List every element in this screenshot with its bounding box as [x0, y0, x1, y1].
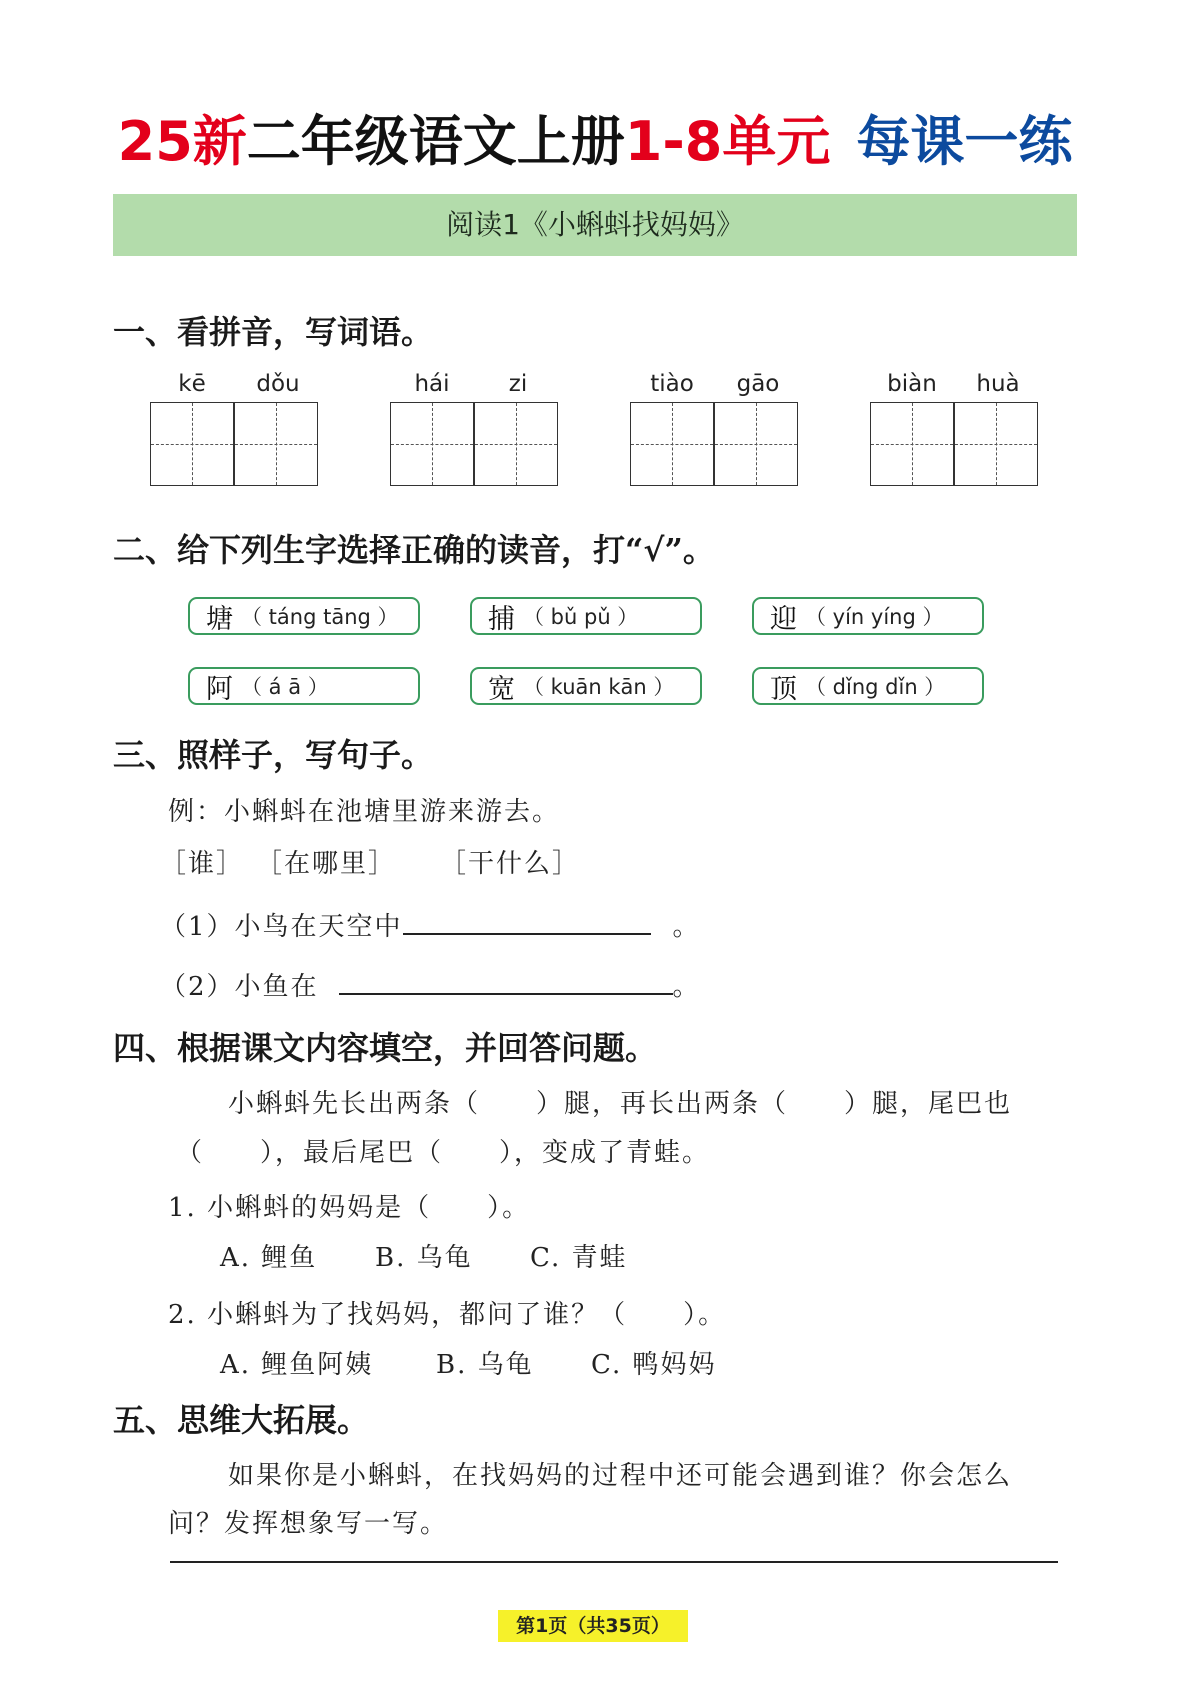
- section5-heading: 五、思维大拓展。: [113, 1401, 370, 1439]
- lesson-banner: 阅读1《小蝌蚪找妈妈》: [113, 194, 1077, 256]
- writing-grid-box[interactable]: [474, 402, 558, 486]
- pinyin-label: zi: [508, 371, 528, 397]
- writing-grid-box[interactable]: [954, 402, 1038, 486]
- pinyin-label: hái: [414, 371, 450, 397]
- page-title: [0, 108, 1190, 176]
- title-part-4: 每课一练: [856, 110, 1073, 173]
- question-text: （2）小鱼在: [160, 972, 319, 1002]
- section4-heading: 四、根据课文内容填空，并回答问题。: [113, 1029, 658, 1067]
- page-number: 第1页（共35页）: [498, 1610, 688, 1642]
- answer-line[interactable]: [170, 1561, 1058, 1563]
- pinyin-label: dǒu: [256, 371, 300, 397]
- writing-grid-box[interactable]: [390, 402, 474, 486]
- writing-grid-box[interactable]: [630, 402, 714, 486]
- tag-doing-what: ［干什么］: [440, 849, 581, 879]
- fill-in-paragraph-line-2: （ ），最后尾巴（ ），变成了青蛙。: [176, 1138, 711, 1168]
- title-part-1: 25新: [117, 110, 247, 173]
- answer-blank[interactable]: [339, 965, 673, 995]
- writing-grid-box[interactable]: [714, 402, 798, 486]
- choice-options: （ dǐng dǐn ）: [805, 675, 946, 699]
- pronunciation-choice[interactable]: [188, 597, 420, 635]
- section3-heading: 三、照样子，写句子。: [113, 736, 434, 774]
- option-a[interactable]: A. 鲤鱼阿姨: [220, 1350, 374, 1380]
- question-1-options: [220, 1240, 628, 1276]
- sentence-question-1: [160, 905, 701, 945]
- pronunciation-choice[interactable]: [470, 597, 702, 635]
- pinyin-label: tiào: [650, 371, 694, 397]
- choice-character: 塘: [206, 603, 233, 635]
- question-period: 。: [672, 972, 701, 1002]
- question-1: 1. 小蝌蚪的妈妈是（ ）。: [168, 1193, 531, 1223]
- question-2: 2. 小蝌蚪为了找妈妈，都问了谁？（ ）。: [168, 1300, 727, 1330]
- writing-grid-box[interactable]: [870, 402, 954, 486]
- pinyin-label: biàn: [887, 371, 937, 397]
- pronunciation-choice[interactable]: [188, 667, 420, 705]
- choice-character: 捕: [488, 603, 515, 635]
- option-b[interactable]: B. 乌龟: [375, 1243, 473, 1273]
- title-part-3: 1-8单元: [624, 110, 831, 173]
- prompt-line-2: 问？发挥想象写一写。: [168, 1509, 449, 1539]
- option-c[interactable]: C. 鸭妈妈: [591, 1350, 717, 1380]
- prompt-line-1: 如果你是小蝌蚪，在找妈妈的过程中还可能会遇到谁？你会怎么: [228, 1461, 1013, 1491]
- sentence-question-2: [160, 965, 701, 1005]
- writing-grid-box[interactable]: [234, 402, 318, 486]
- pinyin-label: gāo: [736, 371, 780, 397]
- title-part-2: 二年级语文上册: [246, 110, 625, 173]
- choice-options: （ kuān kān ）: [523, 675, 675, 699]
- question-text: （1）小鸟在天空中: [160, 912, 403, 942]
- fill-in-paragraph-line-1: 小蝌蚪先长出两条（ ）腿，再长出两条（ ）腿，尾巴也: [228, 1089, 1013, 1119]
- pinyin-label: kē: [178, 371, 206, 397]
- section2-heading: 二、给下列生字选择正确的读音，打“√”。: [113, 531, 715, 569]
- choice-options: （ yín yíng ）: [805, 605, 944, 629]
- pinyin-label: huà: [976, 371, 1020, 397]
- pronunciation-choice[interactable]: [470, 667, 702, 705]
- pronunciation-choice[interactable]: [752, 667, 984, 705]
- question-2-options: [220, 1347, 717, 1383]
- choice-character: 顶: [770, 673, 797, 705]
- answer-blank[interactable]: [403, 905, 651, 935]
- choice-options: （ táng tāng ）: [241, 605, 399, 629]
- choice-character: 迎: [770, 603, 797, 635]
- writing-grid-box[interactable]: [150, 402, 234, 486]
- choice-options: （ á ā ）: [241, 675, 329, 699]
- option-b[interactable]: B. 乌龟: [436, 1350, 534, 1380]
- question-period: 。: [672, 912, 701, 942]
- tag-who: ［谁］: [160, 849, 245, 879]
- pronunciation-choice[interactable]: [752, 597, 984, 635]
- option-c[interactable]: C. 青蛙: [530, 1243, 628, 1273]
- choice-character: 阿: [206, 673, 233, 705]
- choice-character: 宽: [488, 673, 515, 705]
- choice-options: （ bǔ pǔ ）: [523, 605, 639, 629]
- example-sentence: 例：小蝌蚪在池塘里游来游去。: [168, 797, 561, 827]
- section1-heading: 一、看拼音，写词语。: [113, 313, 434, 351]
- option-a[interactable]: A. 鲤鱼: [220, 1243, 318, 1273]
- tag-where: ［在哪里］: [256, 849, 397, 879]
